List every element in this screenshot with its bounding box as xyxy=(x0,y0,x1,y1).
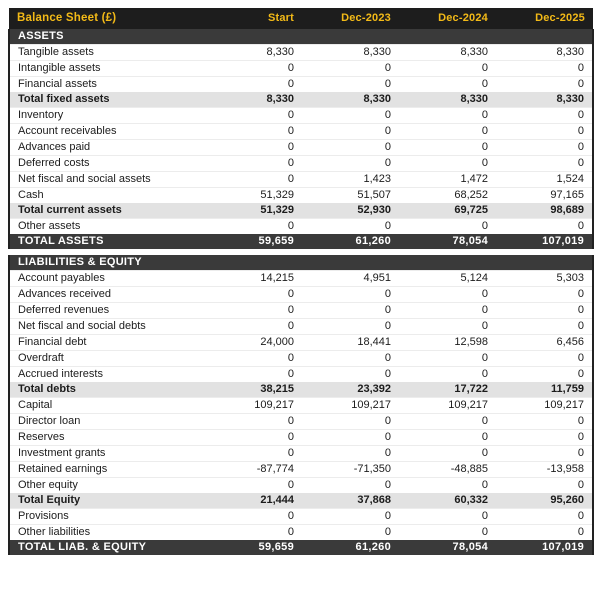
cell-value: 0 xyxy=(399,108,496,124)
cell-value: 0 xyxy=(302,77,399,93)
table-row-other-equity xyxy=(9,478,593,494)
cell-value: 0 xyxy=(496,367,593,383)
cell-value: 0 xyxy=(496,156,593,172)
cell-value: -13,958 xyxy=(496,462,593,478)
cell-value: 98,689 xyxy=(496,203,593,219)
table-row-total-current-assets xyxy=(9,203,593,219)
cell-value: 24,000 xyxy=(205,335,302,351)
cell-value: 0 xyxy=(399,478,496,494)
cell-value: 0 xyxy=(496,124,593,140)
cell-value: 0 xyxy=(496,478,593,494)
row-label: Total current assets xyxy=(9,203,205,219)
cell-value: 97,165 xyxy=(496,188,593,204)
cell-value: 107,019 xyxy=(496,234,593,249)
cell-value: 1,423 xyxy=(302,172,399,188)
table-row-intangible-assets xyxy=(9,61,593,77)
row-label: Cash xyxy=(9,188,205,204)
cell-value: 0 xyxy=(399,219,496,235)
row-label: Deferred costs xyxy=(9,156,205,172)
row-label: Reserves xyxy=(9,430,205,446)
row-label: Capital xyxy=(9,398,205,414)
row-label: Advances received xyxy=(9,287,205,303)
column-header-dec-2024: Dec-2024 xyxy=(399,8,496,29)
cell-value: 0 xyxy=(399,509,496,525)
cell-value: 21,444 xyxy=(205,493,302,509)
cell-value: 0 xyxy=(205,351,302,367)
cell-value: 0 xyxy=(302,351,399,367)
cell-value: 0 xyxy=(302,287,399,303)
cell-value: 0 xyxy=(399,367,496,383)
column-header-dec-2023: Dec-2023 xyxy=(302,8,399,29)
table-row-account-receivables xyxy=(9,124,593,140)
column-header-start: Start xyxy=(205,8,302,29)
cell-value: 109,217 xyxy=(302,398,399,414)
cell-value: 5,124 xyxy=(399,271,496,287)
cell-value: 78,054 xyxy=(399,234,496,249)
cell-value: 0 xyxy=(205,478,302,494)
cell-value: 18,441 xyxy=(302,335,399,351)
table-row-financial-debt xyxy=(9,335,593,351)
row-label: Net fiscal and social assets xyxy=(9,172,205,188)
cell-value: 0 xyxy=(302,367,399,383)
cell-value: 0 xyxy=(205,124,302,140)
table-row-total-liab-equity xyxy=(9,540,593,555)
cell-value: 0 xyxy=(496,414,593,430)
cell-value: 109,217 xyxy=(205,398,302,414)
cell-value: 51,329 xyxy=(205,188,302,204)
cell-value: 59,659 xyxy=(205,234,302,249)
section-title: LIABILITIES & EQUITY xyxy=(9,255,593,271)
cell-value: 107,019 xyxy=(496,540,593,555)
table-row-advances-paid xyxy=(9,140,593,156)
row-label: Accrued interests xyxy=(9,367,205,383)
cell-value: -87,774 xyxy=(205,462,302,478)
cell-value: 0 xyxy=(302,446,399,462)
cell-value: 0 xyxy=(205,287,302,303)
section-title: ASSETS xyxy=(9,29,593,45)
cell-value: 0 xyxy=(205,77,302,93)
row-label: Tangible assets xyxy=(9,45,205,61)
cell-value: 8,330 xyxy=(496,92,593,108)
row-label: TOTAL LIAB. & EQUITY xyxy=(9,540,205,555)
cell-value: 0 xyxy=(399,124,496,140)
row-label: Account payables xyxy=(9,271,205,287)
cell-value: 0 xyxy=(205,219,302,235)
table-row-inventory xyxy=(9,108,593,124)
table-row-other-assets xyxy=(9,219,593,235)
row-label: Other liabilities xyxy=(9,525,205,541)
cell-value: 0 xyxy=(205,446,302,462)
cell-value: 0 xyxy=(496,108,593,124)
cell-value: 0 xyxy=(302,140,399,156)
cell-value: 60,332 xyxy=(399,493,496,509)
cell-value: 0 xyxy=(302,430,399,446)
table-header-row xyxy=(9,8,593,29)
cell-value: 4,951 xyxy=(302,271,399,287)
cell-value: 0 xyxy=(399,351,496,367)
cell-value: 8,330 xyxy=(302,45,399,61)
cell-value: 0 xyxy=(399,525,496,541)
cell-value: 0 xyxy=(496,303,593,319)
cell-value: 0 xyxy=(399,414,496,430)
cell-value: 95,260 xyxy=(496,493,593,509)
cell-value: 0 xyxy=(399,287,496,303)
cell-value: 0 xyxy=(399,430,496,446)
cell-value: 78,054 xyxy=(399,540,496,555)
table-row-accrued-interests xyxy=(9,367,593,383)
cell-value: 0 xyxy=(496,61,593,77)
cell-value: 109,217 xyxy=(399,398,496,414)
row-label: Financial debt xyxy=(9,335,205,351)
cell-value: 61,260 xyxy=(302,540,399,555)
table-row-total-fixed-assets xyxy=(9,92,593,108)
cell-value: 0 xyxy=(302,414,399,430)
table-row-director-loan xyxy=(9,414,593,430)
table-row-deferred-costs xyxy=(9,156,593,172)
cell-value: 0 xyxy=(496,219,593,235)
cell-value: 59,659 xyxy=(205,540,302,555)
table-row-deferred-revenues xyxy=(9,303,593,319)
cell-value: 0 xyxy=(496,77,593,93)
cell-value: 1,472 xyxy=(399,172,496,188)
cell-value: 12,598 xyxy=(399,335,496,351)
table-row-reserves xyxy=(9,430,593,446)
cell-value: 0 xyxy=(302,219,399,235)
cell-value: 0 xyxy=(302,156,399,172)
cell-value: 0 xyxy=(205,172,302,188)
table-row-net-fiscal-and-social-debts xyxy=(9,319,593,335)
cell-value: 37,868 xyxy=(302,493,399,509)
cell-value: 6,456 xyxy=(496,335,593,351)
table-row-net-fiscal-and-social-assets xyxy=(9,172,593,188)
table-row-other-liabilities xyxy=(9,525,593,541)
cell-value: 0 xyxy=(399,319,496,335)
row-label: Total debts xyxy=(9,382,205,398)
cell-value: 61,260 xyxy=(302,234,399,249)
cell-value: 0 xyxy=(399,446,496,462)
table-title: Balance Sheet (£) xyxy=(9,8,205,29)
table-row-overdraft xyxy=(9,351,593,367)
cell-value: 14,215 xyxy=(205,271,302,287)
cell-value: 8,330 xyxy=(205,45,302,61)
table-row-financial-assets xyxy=(9,77,593,93)
cell-value: 0 xyxy=(496,140,593,156)
cell-value: 0 xyxy=(205,319,302,335)
cell-value: 0 xyxy=(205,303,302,319)
cell-value: 8,330 xyxy=(302,92,399,108)
cell-value: 0 xyxy=(205,430,302,446)
row-label: Intangible assets xyxy=(9,61,205,77)
cell-value: 8,330 xyxy=(205,92,302,108)
assets-table xyxy=(8,8,594,249)
cell-value: 0 xyxy=(302,478,399,494)
table-row-advances-received xyxy=(9,287,593,303)
row-label: Inventory xyxy=(9,108,205,124)
cell-value: 17,722 xyxy=(399,382,496,398)
cell-value: 0 xyxy=(302,509,399,525)
cell-value: 0 xyxy=(399,156,496,172)
table-row-tangible-assets xyxy=(9,45,593,61)
table-row-cash xyxy=(9,188,593,204)
cell-value: 0 xyxy=(496,430,593,446)
section-header-liabilities-equity xyxy=(9,255,593,271)
table-row-provisions xyxy=(9,509,593,525)
cell-value: -71,350 xyxy=(302,462,399,478)
row-label: Account receivables xyxy=(9,124,205,140)
cell-value: 0 xyxy=(205,61,302,77)
cell-value: 11,759 xyxy=(496,382,593,398)
table-row-capital xyxy=(9,398,593,414)
row-label: Investment grants xyxy=(9,446,205,462)
cell-value: 69,725 xyxy=(399,203,496,219)
row-label: Other equity xyxy=(9,478,205,494)
cell-value: 0 xyxy=(496,525,593,541)
cell-value: 8,330 xyxy=(399,92,496,108)
cell-value: 8,330 xyxy=(496,45,593,61)
cell-value: 51,507 xyxy=(302,188,399,204)
cell-value: 51,329 xyxy=(205,203,302,219)
table-row-account-payables xyxy=(9,271,593,287)
cell-value: 0 xyxy=(302,61,399,77)
table-row-total-debts xyxy=(9,382,593,398)
cell-value: 1,524 xyxy=(496,172,593,188)
row-label: Director loan xyxy=(9,414,205,430)
cell-value: 38,215 xyxy=(205,382,302,398)
cell-value: 52,930 xyxy=(302,203,399,219)
cell-value: 0 xyxy=(399,77,496,93)
table-row-total-equity xyxy=(9,493,593,509)
cell-value: 0 xyxy=(205,509,302,525)
row-label: Financial assets xyxy=(9,77,205,93)
cell-value: 0 xyxy=(205,367,302,383)
row-label: Advances paid xyxy=(9,140,205,156)
section-header-assets xyxy=(9,29,593,45)
cell-value: 23,392 xyxy=(302,382,399,398)
cell-value: 0 xyxy=(302,319,399,335)
cell-value: 0 xyxy=(205,108,302,124)
cell-value: 109,217 xyxy=(496,398,593,414)
cell-value: 0 xyxy=(496,319,593,335)
cell-value: 0 xyxy=(205,140,302,156)
row-label: Other assets xyxy=(9,219,205,235)
column-header-dec-2025: Dec-2025 xyxy=(496,8,593,29)
cell-value: 0 xyxy=(302,124,399,140)
row-label: Net fiscal and social debts xyxy=(9,319,205,335)
cell-value: 0 xyxy=(302,525,399,541)
cell-value: 0 xyxy=(399,61,496,77)
cell-value: 0 xyxy=(496,351,593,367)
table-row-investment-grants xyxy=(9,446,593,462)
cell-value: 0 xyxy=(205,156,302,172)
cell-value: 0 xyxy=(496,446,593,462)
row-label: Total fixed assets xyxy=(9,92,205,108)
table-row-total-assets xyxy=(9,234,593,249)
row-label: Deferred revenues xyxy=(9,303,205,319)
cell-value: -48,885 xyxy=(399,462,496,478)
cell-value: 0 xyxy=(399,140,496,156)
cell-value: 0 xyxy=(302,303,399,319)
liabilities-equity-table xyxy=(8,255,594,555)
cell-value: 0 xyxy=(496,509,593,525)
row-label: Total Equity xyxy=(9,493,205,509)
cell-value: 0 xyxy=(205,414,302,430)
table-row-retained-earnings xyxy=(9,462,593,478)
row-label: Retained earnings xyxy=(9,462,205,478)
cell-value: 68,252 xyxy=(399,188,496,204)
cell-value: 0 xyxy=(496,287,593,303)
cell-value: 0 xyxy=(205,525,302,541)
row-label: Provisions xyxy=(9,509,205,525)
cell-value: 8,330 xyxy=(399,45,496,61)
cell-value: 0 xyxy=(302,108,399,124)
cell-value: 0 xyxy=(399,303,496,319)
row-label: Overdraft xyxy=(9,351,205,367)
row-label: TOTAL ASSETS xyxy=(9,234,205,249)
cell-value: 5,303 xyxy=(496,271,593,287)
